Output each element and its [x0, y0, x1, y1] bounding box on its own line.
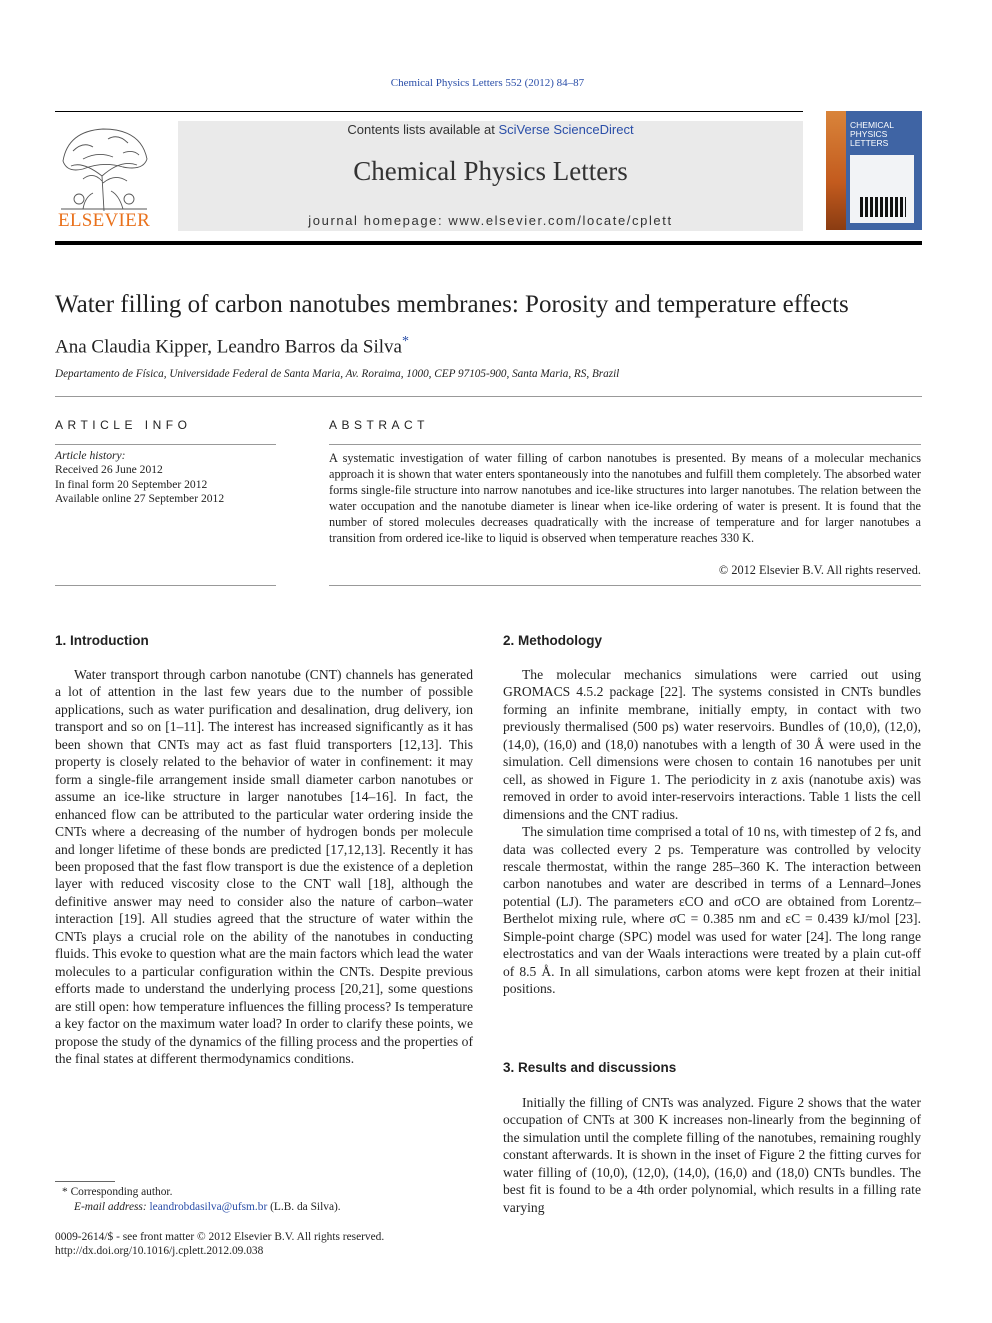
cover-title-line: PHYSICS [850, 129, 888, 139]
methodology-body [503, 666, 921, 998]
sciencedirect-link[interactable]: SciVerse ScienceDirect [498, 122, 634, 137]
abstract-rule [329, 444, 921, 445]
introduction-paragraph: Water transport through carbon nanotube (CNT) channels has generated a lot of attention in the last few years due to the number of possible applications, such as water purification and desalination, drug delivery, ion transport and so on [1–11]. The interest has increased significantly as it has been shown that CNTs may act as fast fluid transporters [12,13]. This property is closely related to the behavior of water in confinement: it may form a single-file arrangement inside small diameter carbon nanotubes or assume an ice-like structure in larger nanotubes [14–16]. In fact, the enhanced flow can be attributed to the particular water ordering inside the CNTs where a decreasing of the number of hydrogen bonds per molecule and longer lifetime of these bonds are predicted [17,12,13]. Recently it has been proposed that the fast flow transport is due the existence of a depletion layer with reduced viscosity close to the CNT wall [18], although the definitive answer may need to consider also the nature of carbon–water interaction [19]. All studies agreed that the structure of water within the CNTs plays a crucial role on the ability of the nanotubes in conducting fluids. This evoke to question what are the main factors which lead the water molecules to a particular configuration within the CNTs. Despite previous efforts made to understand the underlying process [20,21], some questions are still open: how temperature influences the filling process? Is temperature a key factor on the maximum water load? In order to clarify these points, we propose the study of the dynamics of the filling process and the properties of the final states at different thermodynamics conditions. [55, 667, 474, 1066]
article-history [55, 449, 276, 507]
elsevier-wordmark: ELSEVIER [57, 210, 151, 231]
abstract-text: A systematic investigation of water filling of carbon nanotubes is presented. By means of a molecular mechanics approach it is shown that water enters spontaneously into the nanotubes and fulfill them completely. The absorbed water forms single-file structure into narrow nanotubes and ice-like structures into larger nanotubes. The relation between the water occupation and the nanotube diameter is linear when ice-like ordering of water is present. It is found that the number of stored molecules decreases quadratically with the increase of temperature and for larger nanotubes a transition from ordered ice-like to liquid is observed when temperature reaches 330 K. [329, 451, 921, 545]
abstract-copyright: © 2012 Elsevier B.V. All rights reserved. [718, 563, 921, 577]
journal-homepage[interactable]: journal homepage: www.elsevier.com/locate/cplett [308, 213, 673, 228]
article-info-rule [55, 444, 276, 445]
history-label: Article history: [55, 449, 126, 462]
abstract-heading: ABSTRACT [329, 418, 430, 432]
contents-prefix: Contents lists available at [347, 122, 499, 137]
author-names: Ana Claudia Kipper, Leandro Barros da Silva [55, 336, 402, 358]
corresponding-author-label: Corresponding author. [70, 1186, 173, 1198]
author-list [55, 334, 409, 358]
affiliation: Departamento de Física, Universidade Federal de Santa Maria, Av. Roraima, 1000, CEP 97105-900, Santa Maria, RS, Brazil [55, 368, 620, 380]
doi-link[interactable]: http://dx.doi.org/10.1016/j.cplett.2012.09.038 [55, 1245, 264, 1257]
corresponding-author-mark[interactable]: * [401, 334, 409, 349]
article-title: Water filling of carbon nanotubes membranes: Porosity and temperature effects [55, 291, 849, 318]
received-date: Received 26 June 2012 [55, 463, 163, 477]
methodology-paragraph: The simulation time comprised a total of 10 ns, with timestep of 2 fs, and data was collected every 2 ps. Temperature was controlled by velocity rescale thermostat, within the range 285–360 K. The interaction between carbon nanotubes and water are described in terms of a Lennard–Jones potential (LJ). The parameters εCO and σCO are obtained from Lorentz–Berthelot mixing rule, where σC = 0.385 nm and εC = 0.439 kJ/mol [23]. Simple-point charge (SPC) model was used for water [24]. The long range electrostatics and van der Waals interactions were treated by a plain cut-off of 8.5 Å. In all simulations, carbon atoms were kept frozen at their initial positions. [503, 824, 921, 997]
article-info-heading: ARTICLE INFO [55, 418, 192, 432]
cover-spine-stripe [826, 111, 846, 230]
email-label: E-mail address: [74, 1201, 150, 1213]
issn-line: 0009-2614/$ - see front matter © 2012 Elsevier B.V. All rights reserved. [55, 1231, 385, 1243]
header-top-rule [55, 111, 803, 112]
methodology-paragraph: The molecular mechanics simulations were carried out using GROMACS 4.5.2 package [22]. The systems consisted in CNTs bundles forming an infinite membrane, initially empty, in contact with two previously thermalised (500 ps) water reservoirs. Bundles of (10,0), (12,0), (14,0), (16,0) and (18,0) nanotubes with a length of 30 Å were used in the simulation. Cell dimensions were chosen to contain 16 nanotubes per unit cell, as showed in Figure 1. The periodicity in z axis (nanotube axis) was removed in order to avoid inter-reservoirs interactions. Table 1 lists the cell dimensions and the CNT radius. [503, 667, 921, 822]
cover-image-bars [860, 197, 906, 217]
corresponding-footnote [62, 1185, 172, 1200]
email-link[interactable]: leandrobdasilva@ufsm.br [149, 1201, 268, 1213]
online-date: Available online 27 September 2012 [55, 492, 225, 506]
journal-name: Chemical Physics Letters [353, 156, 628, 186]
footnote-mark: * [62, 1186, 68, 1198]
cover-title-line: LETTERS [850, 138, 889, 148]
article-info-bottom-rule [55, 585, 276, 586]
journal-cover-thumbnail [826, 111, 922, 230]
header-bottom-rule [55, 241, 922, 245]
results-body [503, 1094, 921, 1216]
email-footnote [74, 1200, 341, 1215]
title-rule [55, 396, 922, 397]
results-heading: 3. Results and discussions [503, 1060, 677, 1075]
final-form-date: In final form 20 September 2012 [55, 477, 208, 491]
email-suffix: (L.B. da Silva). [267, 1201, 341, 1213]
introduction-body [55, 666, 473, 1067]
results-paragraph: Initially the filling of CNTs was analyzed. Figure 2 shows that the water occupation of CNTs at 300 K increases non-linearly from the beginning of the simulation until the complete filling of the nanotubes, remaining roughly constant afterwards. It is shown in the inset of Figure 2 the fitting curves for water filling of (10,0), (12,0), (14,0), (16,0) and (18,0) CNTs bundles. The best fit is found to be a 4th order polynomial, which results in a filling rate varying [503, 1095, 921, 1215]
journal-reference[interactable]: Chemical Physics Letters 552 (2012) 84–87 [390, 77, 585, 89]
cover-title-line: CHEMICAL [850, 120, 894, 130]
footnote-rule [55, 1181, 115, 1182]
abstract-bottom-rule [329, 585, 921, 586]
cover-title [850, 121, 922, 148]
introduction-heading: 1. Introduction [55, 633, 149, 648]
methodology-heading: 2. Methodology [503, 633, 602, 648]
contents-line [178, 122, 803, 137]
